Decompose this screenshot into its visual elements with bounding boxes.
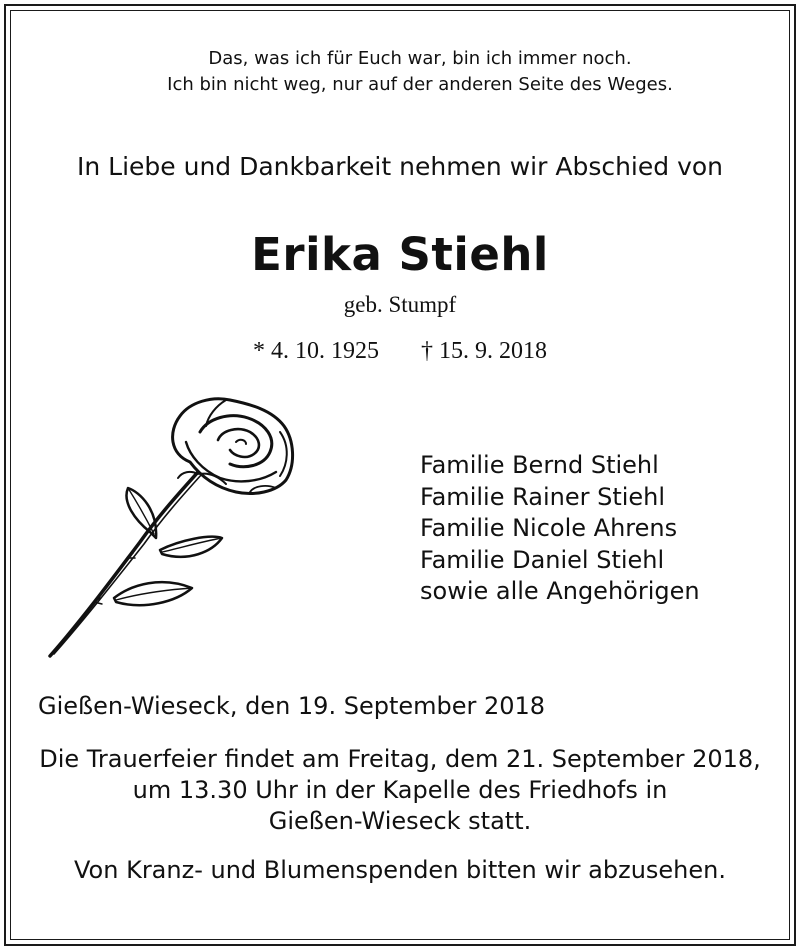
- family-item: sowie alle Angehörigen: [420, 577, 700, 605]
- motto-line-2: Ich bin nicht weg, nur auf der anderen Seite des Weges.: [167, 74, 673, 95]
- life-dates: [0, 338, 800, 365]
- family-item: Familie Nicole Ahrens: [420, 514, 678, 542]
- motto-line-1: Das, was ich für Euch war, bin ich immer noch.: [208, 48, 632, 69]
- family-item: Familie Daniel Stiehl: [420, 545, 665, 574]
- intro-text: In Liebe und Dankbarkeit nehmen wir Abschied von: [76, 152, 724, 181]
- rose-icon: [40, 392, 300, 664]
- birth-date: * 4. 10. 1925: [253, 338, 379, 364]
- family-item: Familie Bernd Stiehl: [420, 451, 659, 479]
- motto: [0, 46, 800, 98]
- ceremony-line-1: Die Trauerfeier findet am Freitag, dem 21. September 2018,: [39, 745, 761, 773]
- ceremony-info: [0, 744, 800, 837]
- death-date: † 15. 9. 2018: [421, 338, 547, 364]
- family-item: Familie Rainer Stiehl: [420, 482, 666, 511]
- deceased-name: Erika Stiehl: [251, 228, 549, 281]
- closing-note: Von Kranz- und Blumenspenden bitten wir abzusehen.: [74, 856, 726, 884]
- maiden-name: geb. Stumpf: [343, 292, 457, 317]
- ceremony-line-3: Gießen-Wieseck statt.: [268, 807, 532, 835]
- place-and-date: Gießen-Wieseck, den 19. September 2018: [38, 692, 546, 720]
- family-list: [420, 450, 700, 608]
- ceremony-line-2: um 13.30 Uhr in der Kapelle des Friedhofs in: [132, 776, 668, 804]
